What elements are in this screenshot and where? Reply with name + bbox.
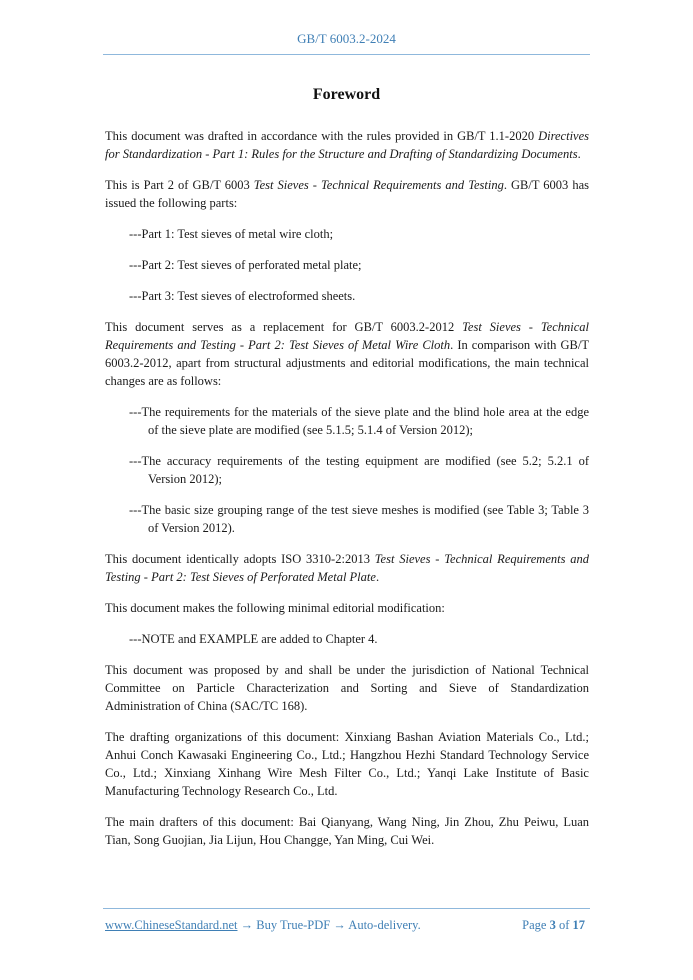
paragraph-part-info: This is Part 2 of GB/T 6003 Test Sieves - Technical Requirements and Testing. GB/T 6003 has issued the following parts: xyxy=(105,178,589,210)
page-current: 3 xyxy=(549,918,556,932)
header-divider xyxy=(103,54,590,55)
list-item-part: ---Part 3: Test sieves of electroformed sheets. xyxy=(129,289,356,303)
header-doc-code: GB/T 6003.2-2024 xyxy=(297,31,396,46)
list-item-modification: ---NOTE and EXAMPLE are added to Chapter 4. xyxy=(129,632,378,646)
paragraph-jurisdiction: This document was proposed by and shall be under the jurisdiction of National Technical Committee on Particle Characterization and Sorting and Sieve of Standardization Administration of China (SAC/TC 168). xyxy=(105,663,589,713)
footer xyxy=(105,918,585,933)
paragraph-replacement: This document serves as a replacement for GB/T 6003.2-2012 Test Sieves - Technical Requirements and Testing - Part 2: Test Sieves of Metal Wire Cloth. In comparison with GB/T 6003.2-2012, apart from structural adjustments and editorial modifications, the main technical changes are as follows: xyxy=(105,320,589,388)
paragraph-editorial-mod: This document makes the following minimal editorial modification: xyxy=(105,601,445,615)
paragraph-drafters: The main drafters of this document: Bai Qianyang, Wang Ning, Jin Zhou, Zhu Peiwu, Luan Tian, Song Guojian, Jia Lijun, Hou Changge, Yan Ming, Cui Wei. xyxy=(105,815,589,847)
list-item-part: ---Part 2: Test sieves of perforated metal plate; xyxy=(129,258,362,272)
list-item-change: ---The requirements for the materials of the sieve plate and the blind hole area at the edge of the sieve plate are modified (see 5.1.5; 5.1.4 of Version 2012); xyxy=(129,405,589,437)
website-link[interactable]: www.ChineseStandard.net xyxy=(105,918,238,932)
page-title: Foreword xyxy=(312,86,381,103)
document-body xyxy=(105,127,589,862)
footer-divider xyxy=(103,908,590,909)
footer-promo: → Buy True-PDF → Auto-delivery. xyxy=(237,918,421,932)
paragraph-drafting-orgs: The drafting organizations of this document: Xinxiang Bashan Aviation Materials Co., Ltd.; Anhui Conch Kawasaki Engineering Co., Ltd.; Hangzhou Hezhi Standard Technology Service Co., Ltd.; Xinxiang Xinhang Wire Mesh Filter Co., Ltd.; Yanqi Lake Institute of Basic Manufacturing Technology Research Co., Ltd. xyxy=(105,730,589,798)
list-item-change: ---The accuracy requirements of the testing equipment are modified (see 5.2; 5.2.1 of Version 2012); xyxy=(129,454,589,486)
paragraph-iso-adoption: This document identically adopts ISO 3310-2:2013 Test Sieves - Technical Requirements and Testing - Part 2: Test Sieves of Perforated Metal Plate. xyxy=(105,552,590,584)
paragraph-drafting-rules: This document was drafted in accordance with the rules provided in GB/T 1.1-2020 Directives for Standardization - Part 1: Rules for the Structure and Drafting of Standardizing Documents. xyxy=(105,129,589,161)
list-item-change: ---The basic size grouping range of the test sieve meshes is modified (see Table 3; Table 3 of Version 2012). xyxy=(129,503,589,535)
page-indicator: Page 3 of 17 xyxy=(522,918,585,932)
page-total: 17 xyxy=(572,918,585,932)
list-item-part: ---Part 1: Test sieves of metal wire cloth; xyxy=(129,227,334,241)
